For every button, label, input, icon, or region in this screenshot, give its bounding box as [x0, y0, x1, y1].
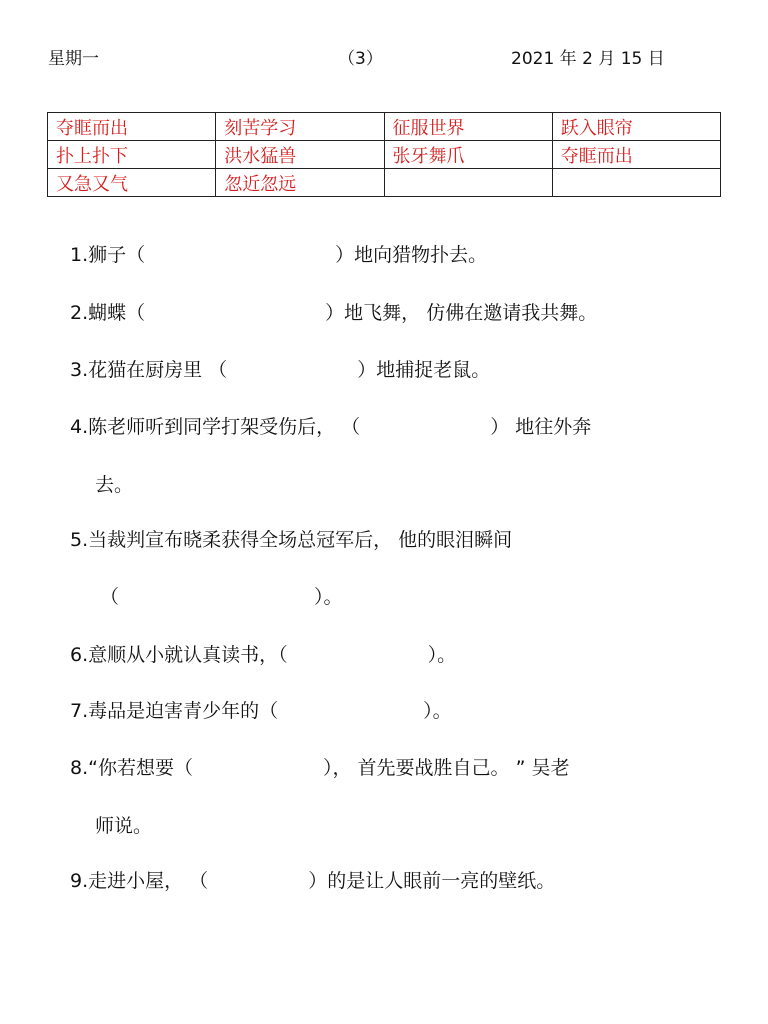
question-number: 5. [70, 529, 89, 551]
question-text-before: 意顺从小就认真读书，（ [88, 644, 288, 666]
word-bank-table [47, 112, 721, 197]
question-text-after: ）。 [314, 586, 343, 608]
question-3 [70, 355, 490, 382]
question-text-before: 狮子（ [88, 244, 146, 266]
question-text-before: 蝴蝶（ [88, 302, 146, 324]
question-4 [70, 412, 591, 439]
question-6 [70, 640, 456, 667]
question-text-before: 花猫在厨房里 （ [88, 359, 228, 381]
question-number: 4. [70, 416, 89, 438]
question-text-before: 毒品是迫害青少年的（ [88, 700, 279, 722]
question-1 [70, 240, 487, 267]
question-text-after: ）， 首先要战胜自己。 ” 吴老 [322, 757, 570, 779]
question-text-before: “你若想要（ [88, 757, 193, 779]
question-text-after: ）的是让人眼前一亮的壁纸。 [308, 870, 556, 892]
word-cell: 扑上扑下 [48, 141, 216, 169]
question-text-before: 陈老师听到同学打架受伤后， （ [88, 416, 361, 438]
question-text-after: ）。 [423, 700, 452, 722]
question-number: 2. [70, 302, 89, 324]
worksheet-number: （3） [338, 49, 383, 69]
word-cell: 跃入眼帘 [552, 113, 720, 141]
word-cell: 张牙舞爪 [384, 141, 552, 169]
weekday-label: 星期一 [48, 49, 99, 69]
question-number: 8. [70, 757, 89, 779]
question-8 [70, 753, 569, 780]
word-cell: 夺眶而出 [48, 113, 216, 141]
question-text-after: ）地飞舞， 仿佛在邀请我共舞。 [325, 302, 598, 324]
question-8-continuation: 师说。 [95, 815, 153, 837]
question-text-before: 当裁判宣布晓柔获得全场总冠军后， 他的眼泪瞬间 [88, 529, 513, 551]
question-text-before: 走进小屋， （ [88, 870, 209, 892]
question-number: 7. [70, 700, 89, 722]
question-number: 3. [70, 359, 89, 381]
question-text-after: ） 地往外奔 [490, 416, 592, 438]
word-cell: 夺眶而出 [552, 141, 720, 169]
word-cell [552, 169, 720, 197]
word-cell: 又急又气 [48, 169, 216, 197]
question-text-after: ）地捕捉老鼠。 [357, 359, 491, 381]
question-7 [70, 696, 452, 723]
word-cell: 刻苦学习 [216, 113, 384, 141]
question-text-after: ）地向猎物扑去。 [335, 244, 488, 266]
question-text-before: （ [100, 586, 120, 608]
word-cell: 忽近忽远 [216, 169, 384, 197]
question-2 [70, 298, 597, 325]
table-row [48, 113, 721, 141]
word-cell: 洪水猛兽 [216, 141, 384, 169]
question-number: 6. [70, 644, 89, 666]
question-number: 1. [70, 244, 89, 266]
question-9 [70, 866, 555, 893]
table-row [48, 141, 721, 169]
date-label: 2021 年 2 月 15 日 [511, 49, 665, 69]
word-cell: 征服世界 [384, 113, 552, 141]
table-row [48, 169, 721, 197]
question-number: 9. [70, 870, 89, 892]
question-5-continuation [100, 582, 343, 609]
word-cell [384, 169, 552, 197]
question-4-continuation: 去。 [95, 474, 134, 496]
question-text-after: ）。 [427, 644, 457, 666]
question-5 [70, 525, 512, 552]
